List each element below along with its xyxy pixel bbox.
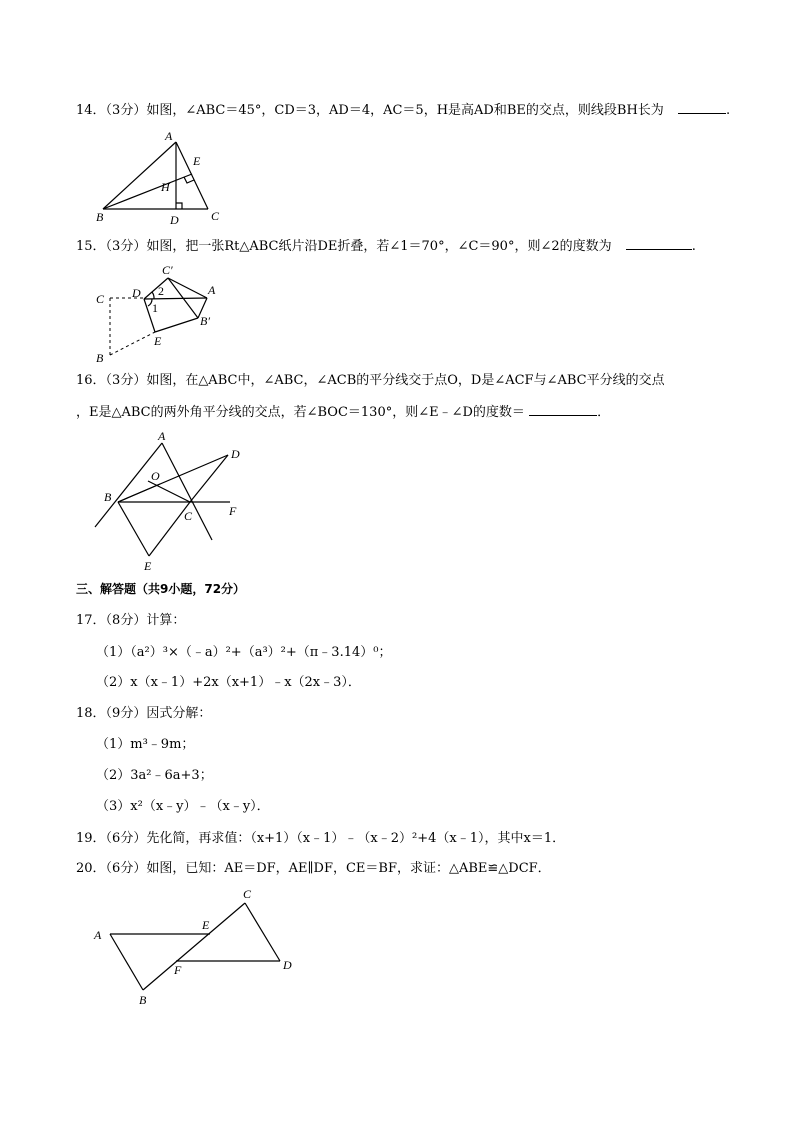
q14-label-H: H [161,180,170,194]
q17-part1: （1）（a²）³×（﹣a）²+（a³）²+（π﹣3.14）⁰； [96,645,392,660]
q16-label-C: C [184,509,193,523]
section-heading: 三、解答题（共9小题，72分） [76,582,246,596]
q16-label-F: F [229,504,237,518]
q16-line1: 16．（3分）如图，在△ABC中，∠ABC，∠ACB的平分线交于点O，D是∠ACF与∠ABC平分线的交点 [76,373,665,388]
q15-label-1: 1 [152,301,158,315]
q20-label-B: B [139,993,147,1007]
q14-label-C: C [211,209,220,223]
q14-statement: 14．（3分）如图，∠ABC＝45°，CD＝3，AD＝4，AC＝5，H是高AD和BE的交点，则线段BH长为 [76,103,664,118]
q15-label-Bp: B′ [200,314,210,328]
q19-text: 19．（6分）先化简，再求值：（x+1）（x﹣1）﹣（x﹣2）²+4（x﹣1），其中x＝1． [76,831,566,846]
q18-part2: （2）3a²﹣6a+3； [96,768,213,783]
q15-statement: 15．（3分）如图，把一张Rt△ABC纸片沿DE折叠，若∠1＝70°，∠C＝90°，则∠2的度数为 [76,239,612,254]
q17-part2: （2）x（x﹣1）+2x（x+1）﹣x（2x﹣3）． [96,675,361,690]
q16-label-O: O [151,469,160,483]
q20-seg-CD [245,903,280,961]
q15-label-B: B [96,351,104,365]
q16-label-E: E [144,559,152,573]
q14-label-B: B [96,210,104,224]
q15-label-Cp: C′ [162,263,173,277]
q14-end: . [725,103,731,118]
q20-seg-BC [143,903,245,990]
q17-title: 17．（8分）计算： [76,613,186,628]
q18-title: 18．（9分）因式分解： [76,706,212,721]
q14-label-E: E [193,154,201,168]
q15-label-E: E [154,334,162,348]
q16-line2-text: ，E是△ABC的两外角平分线的交点，若∠BOC＝130°，则∠E﹣∠D的度数＝ [76,405,525,420]
q20-label-F: F [174,963,182,977]
q20-label-C: C [243,887,252,901]
q18-part1: （1）m³﹣9m； [96,737,195,752]
q15-label-D: D [132,286,141,300]
q14-label-A: A [165,129,173,143]
q16-label-A: A [158,429,166,443]
q16-label-D: D [231,447,240,461]
q15-label-2: 2 [158,284,164,298]
q20-text: 20．（6分）如图，已知：AE＝DF，AE∥DF，CE＝BF，求证：△ABE≌△DCF． [76,861,551,876]
q20-label-D: D [283,958,292,972]
q16-label-B: B [104,490,112,504]
q15-label-A: A [208,283,216,297]
q20-seg-AB [110,934,143,990]
q14-label-D: D [170,213,179,227]
q18-part3: （3）x²（x﹣y）﹣（x﹣y）． [96,799,270,814]
q20-label-A: A [94,928,102,942]
q20-label-E: E [202,918,210,932]
q15-end: . [691,239,696,254]
q15-label-C: C [96,292,105,306]
q16-end: ． [597,405,611,420]
